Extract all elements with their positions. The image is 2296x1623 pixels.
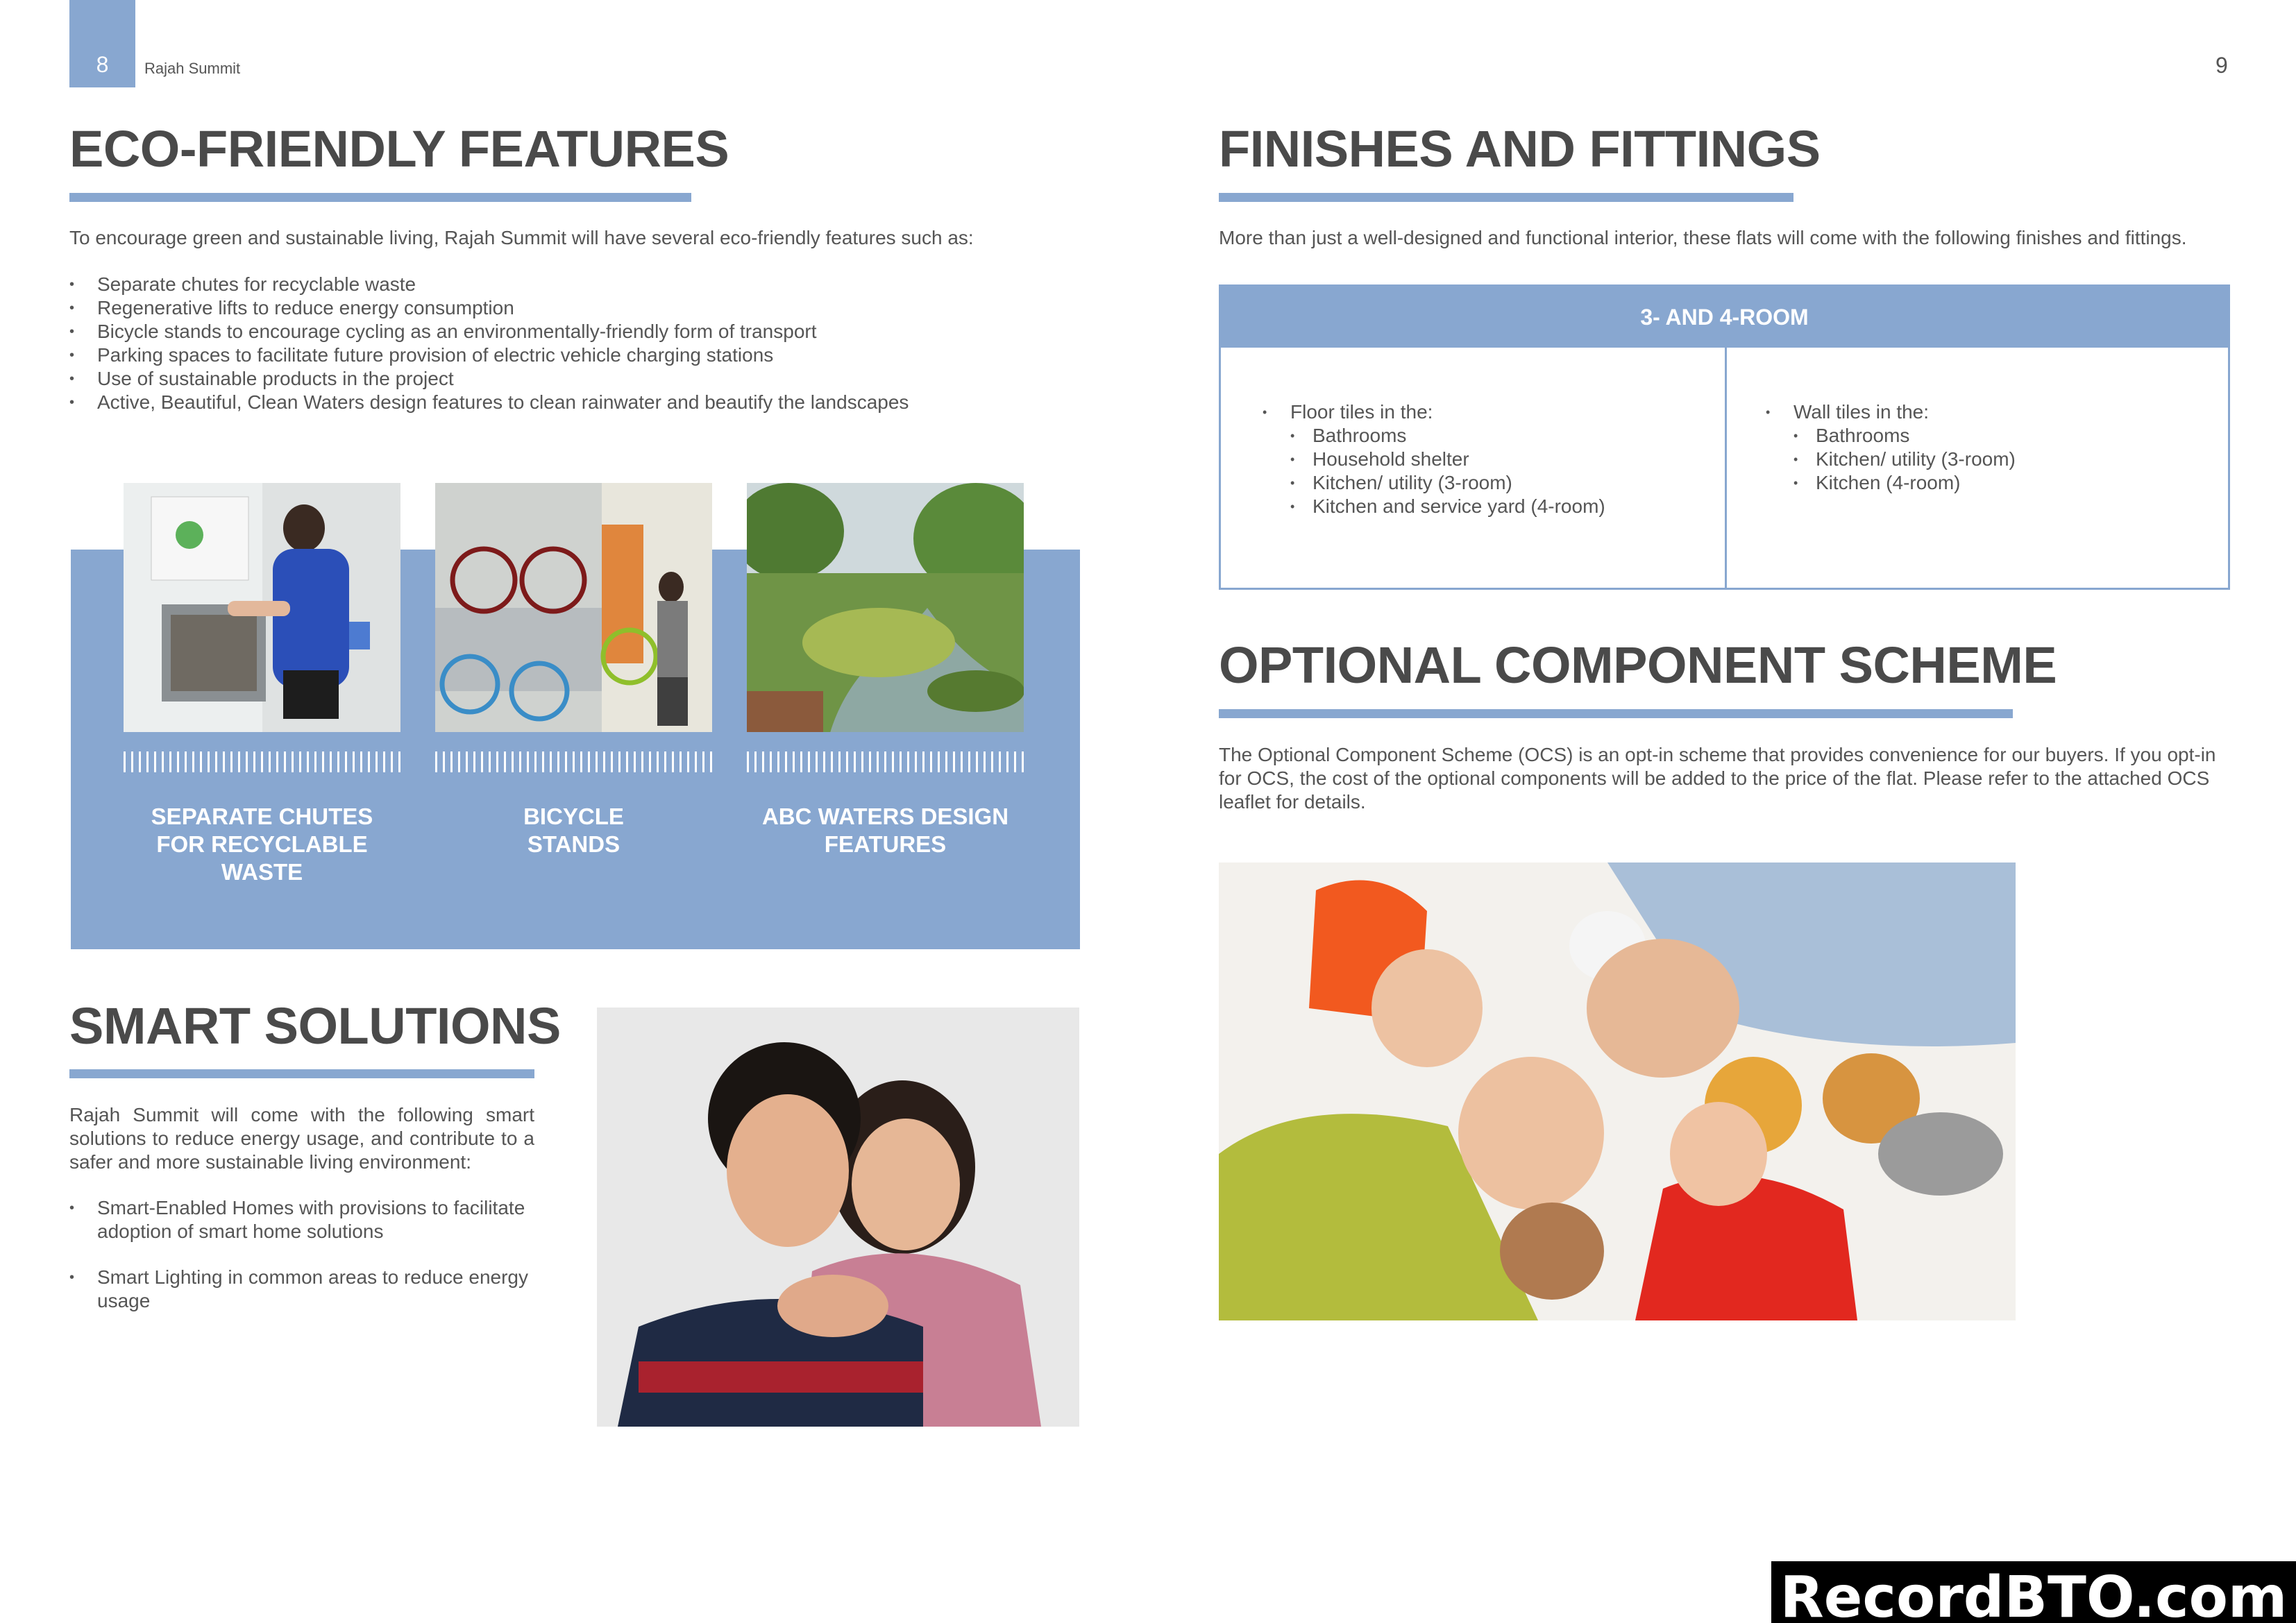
couple-photo xyxy=(597,1008,1079,1427)
bicycle-stands-photo xyxy=(435,483,712,732)
list-item: • Smart Lighting in common areas to reduce energy usage xyxy=(69,1266,534,1313)
eco-features-title: ECO-FRIENDLY FEATURES xyxy=(69,120,729,178)
list-item: • Bathrooms xyxy=(1290,424,1725,448)
watermark: RecordBTO.com xyxy=(1771,1561,2296,1623)
list-item: • Kitchen/ utility (3-room) xyxy=(1290,471,1725,495)
ocs-title-rule xyxy=(1219,709,2013,718)
ocs-body: The Optional Component Scheme (OCS) is an opt-in scheme that provides convenience for our buyers. If you opt-in for OCS, the cost of the optional components will be added to the price of the flat. Please refer to the attached OCS leaflet for details. xyxy=(1219,744,2216,813)
eco-intro: To encourage green and sustainable living, Rajah Summit will have several eco-friendly features such as: xyxy=(69,227,974,248)
floor-tiles-cell xyxy=(1221,348,1725,588)
family-photo xyxy=(1219,863,2016,1320)
eco-title-rule xyxy=(69,193,691,202)
caption-abc-waters: ABC WATERS DESIGN FEATURES xyxy=(761,804,1009,857)
decorative-barcode xyxy=(124,751,400,772)
list-item: • Separate chutes for recyclable waste xyxy=(69,273,1083,296)
list-item: • Active, Beautiful, Clean Waters design features to clean rainwater and beautify the landscapes xyxy=(69,391,1083,414)
caption-recycling-chutes: SEPARATE CHUTES FOR RECYCLABLE WASTE xyxy=(151,804,373,885)
list-item: • Kitchen/ utility (3-room) xyxy=(1793,448,2228,471)
list-item: • Regenerative lifts to reduce energy consumption xyxy=(69,296,1083,320)
list-item: • Kitchen (4-room) xyxy=(1793,471,2228,495)
decorative-barcode xyxy=(435,751,712,772)
smart-title-rule xyxy=(69,1069,534,1078)
wall-tiles-label: Wall tiles in the: xyxy=(1793,401,1930,423)
finishes-title-rule xyxy=(1219,193,1793,202)
wall-tiles-cell xyxy=(1725,348,2228,588)
list-item: • Bicycle stands to encourage cycling as an environmentally-friendly form of transport xyxy=(69,320,1083,343)
caption-bicycle-stands: BICYCLE STANDS xyxy=(523,804,624,857)
smart-intro: Rajah Summit will come with the following smart solutions to reduce energy usage, and contribute to a safer and more sustainable living environment: xyxy=(69,1104,534,1173)
finishes-intro: More than just a well-designed and functional interior, these flats will come with the following finishes and fittings. xyxy=(1219,227,2187,248)
smart-solution-list xyxy=(69,1196,534,1313)
table-body xyxy=(1221,348,2228,588)
list-item: • Parking spaces to facilitate future provision of electric vehicle charging stations xyxy=(69,343,1083,367)
right-page-number: 9 xyxy=(2215,53,2228,78)
ocs-title: OPTIONAL COMPONENT SCHEME xyxy=(1219,636,2057,694)
left-page-number: 8 xyxy=(69,0,135,87)
finishes-table xyxy=(1219,284,2230,590)
recycling-chute-photo xyxy=(124,483,400,732)
running-title: Rajah Summit xyxy=(144,60,241,77)
abc-waters-photo xyxy=(747,483,1024,732)
decorative-barcode xyxy=(747,751,1024,772)
list-item: • Kitchen and service yard (4-room) xyxy=(1290,495,1725,518)
finishes-fittings-title: FINISHES AND FITTINGS xyxy=(1219,120,1821,178)
smart-solutions-title: SMART SOLUTIONS xyxy=(69,997,561,1055)
list-item: • Household shelter xyxy=(1290,448,1725,471)
eco-feature-list xyxy=(69,273,1083,414)
list-item: • Smart-Enabled Homes with provisions to facilitate adoption of smart home solutions xyxy=(69,1196,534,1243)
floor-tiles-label: Floor tiles in the: xyxy=(1290,401,1433,423)
list-item: • Use of sustainable products in the project xyxy=(69,367,1083,391)
list-item: • Bathrooms xyxy=(1793,424,2228,448)
table-header: 3- AND 4-ROOM xyxy=(1221,287,2228,348)
